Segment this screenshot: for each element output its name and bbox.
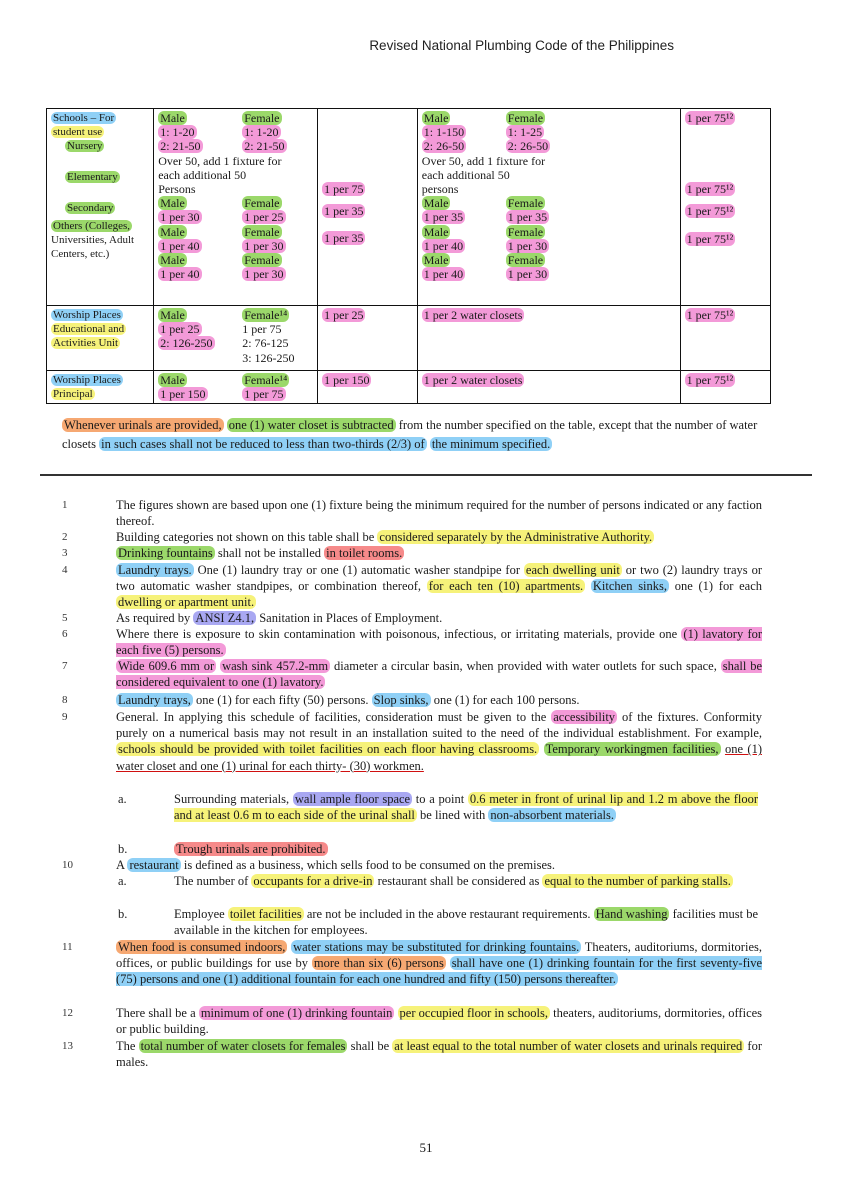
value: 1 per 35: [324, 231, 364, 246]
footnote-text: There shall be a: [116, 1006, 196, 1020]
table-row-worship-principal: [47, 371, 771, 404]
footnote-text: toilet facilities: [229, 907, 302, 921]
value: 1: 1-20: [160, 125, 195, 140]
value: 1 per 75: [244, 387, 284, 402]
value: 1 per 75: [324, 182, 364, 196]
footnote-text: Employee: [174, 907, 225, 921]
value: 2: 26-50: [507, 139, 549, 154]
female-label: Female: [244, 111, 280, 125]
value: Over 50, add 1 fixture for: [158, 153, 282, 168]
footnote-text: General. In applying this schedule of facilities, consideration must be given to the: [116, 710, 547, 724]
value: 1 per 35: [423, 210, 464, 225]
footnote-text: 0.6 meter in front of urinal lip and 1.2 m above the floor and at least 0.6 m to each side of the urinal shall: [174, 792, 758, 823]
male-label: Male: [160, 308, 185, 322]
footnote-marker: 10: [62, 859, 73, 871]
footnote-12: [62, 1005, 762, 1037]
footnote-text: Sanitation in Places of Employment.: [259, 611, 443, 625]
value: 1 per 25: [160, 322, 200, 337]
footnote-text: Where there is exposure to skin contamination with poisonous, infectious, or irritating materials, provide one: [116, 627, 678, 641]
footnote-text: total number of water closets for females: [140, 1039, 346, 1053]
footnote-text: Surrounding materials,: [174, 792, 290, 806]
category-cell: [47, 306, 154, 371]
footnote-text: restaurant shall be considered as: [377, 874, 540, 888]
male-label: Male: [160, 224, 185, 239]
footnote-4: [62, 562, 762, 611]
value: 1 per 30: [244, 238, 284, 253]
value: 1 per 25: [244, 210, 284, 225]
female-label: Female¹⁴: [244, 373, 288, 387]
value: 1: 1-25: [507, 125, 543, 140]
value: 1 per 75¹²: [686, 182, 734, 197]
value: Persons: [158, 182, 196, 197]
value: 1: 1-20: [244, 125, 279, 140]
footnote-10a: [118, 873, 758, 889]
footnote-13: [62, 1038, 762, 1070]
category-cell: [47, 109, 154, 306]
category-cell: [47, 371, 154, 404]
value: 1 per 150: [160, 387, 206, 402]
note-text: the minimum specified.: [431, 437, 551, 451]
footnote-text: One (1) laundry tray or one (1) automatic washer standpipe for: [197, 563, 520, 577]
cat-label: student use: [53, 126, 103, 138]
value: 1 per 35: [324, 204, 364, 219]
lavatory-cell: [417, 371, 680, 404]
female-label: Female: [244, 196, 280, 211]
footnote-text: Laundry trays.: [118, 563, 192, 577]
footnote-text: are not be included in the above restaurant requirements.: [306, 907, 591, 921]
footnote-text: at least equal to the total number of water closets and urinals required: [394, 1039, 743, 1053]
footnote-text: Temporary workingmen facilities,: [545, 742, 719, 757]
footnote-text: shall be considered equivalent to one (1) lavatory.: [116, 659, 763, 690]
footnote-7: [62, 658, 762, 690]
footnote-text: of the fixtures. Conformity purely on a numerical basis may not result in an installation suited to the need of the individual establishment. For example,: [116, 710, 763, 741]
value: 1 per 75¹²: [686, 111, 734, 125]
footnote-3: [62, 545, 762, 561]
footnote-marker: b.: [118, 907, 128, 921]
value: 1 per 30: [244, 267, 284, 282]
footnote-text: considered separately by the Administrative Authority.: [379, 530, 653, 544]
urinal-cell: [318, 109, 418, 306]
footnote-text: The number of: [174, 874, 249, 888]
note-text: one (1) water closet is subtracted: [228, 418, 394, 432]
value: persons: [421, 182, 459, 197]
footnote-text: one (1) for each 100 persons.: [433, 693, 580, 707]
footnote-text: minimum of one (1) drinking fountain: [200, 1006, 393, 1020]
note-text: Whenever urinals are provided,: [64, 418, 222, 432]
footnote-text: shall have one (1) drinking fountain for the first seventy-five (75) persons and one (1) additional fountain for each one hundred and fifty (150) persons thereafter.: [116, 956, 762, 987]
note-text: from the number specified on the table,: [398, 418, 596, 432]
footnote-marker: 9: [62, 711, 68, 723]
footnote-text: schools should be provided with toilet facilities on each floor having classrooms.: [118, 742, 538, 757]
footnote-text: Building categories not shown on this table shall be: [116, 530, 375, 544]
value: 1 per 40: [160, 267, 200, 282]
table-row-worship-educational: [47, 306, 771, 371]
male-label: Male: [160, 196, 185, 211]
footnote-text: A: [116, 858, 125, 872]
cat-label: Worship Places: [53, 374, 121, 386]
male-label: Male: [160, 373, 185, 387]
footnote-text: per occupied floor in schools,: [399, 1006, 548, 1020]
value: 1 per 75: [242, 322, 282, 337]
value: 1 per 40: [423, 238, 464, 253]
footnote-marker: 2: [62, 531, 68, 543]
value: 1 per 75¹²: [686, 308, 734, 322]
footnote-text: shall not be installed: [217, 546, 322, 560]
footnote-9b: [118, 841, 758, 857]
footnote-text: equal to the number of parking stalls.: [544, 874, 731, 888]
footnote-marker: 1: [62, 499, 68, 511]
footnote-text: is defined as a business, which sells food to be consumed on the premises.: [183, 858, 555, 872]
value: 1 per 30: [160, 210, 200, 225]
divider: [40, 474, 812, 476]
footnote-8: [62, 692, 762, 708]
value: 1 per 150: [324, 373, 370, 387]
drinking-fountain-cell: [680, 109, 770, 306]
note-text: in such cases shall not be reduced to less than two-thirds (2/3) of: [101, 437, 425, 451]
footnote-marker: 8: [62, 694, 68, 706]
footnote-1: [62, 497, 762, 529]
value: 1 per 2 water closets: [423, 308, 523, 322]
cat-label: Secondary: [67, 202, 114, 214]
cat-label: Others (Colleges,: [53, 220, 130, 232]
value: each additional 50: [421, 167, 510, 182]
male-label: Male: [423, 224, 449, 239]
footnote-marker: 6: [62, 628, 68, 640]
footnote-marker: 5: [62, 612, 68, 624]
cat-label: Principal: [53, 388, 93, 400]
value: 2: 126-250: [160, 336, 213, 351]
value: Over 50, add 1 fixture for: [421, 153, 546, 168]
water-closet-cell: [154, 371, 318, 404]
footnote-6: [62, 626, 762, 658]
male-label: Male: [160, 111, 185, 125]
footnote-text: Laundry trays,: [118, 693, 191, 707]
value: 1 per 75¹²: [686, 373, 734, 387]
urinal-cell: [318, 306, 418, 371]
footnote-marker: 4: [62, 564, 68, 576]
footnote-text: water stations may be substituted for drinking fountains.: [293, 940, 580, 954]
footnote-text: accessibility: [553, 710, 616, 724]
cat-label: Worship Places: [53, 309, 121, 321]
cat-label: Educational and: [53, 323, 125, 335]
footnote-text: in toilet rooms.: [326, 546, 403, 560]
footnote-text: Drinking fountains: [118, 546, 213, 560]
footnote-text: or two (2) laundry trays or two automatic washer standpipes, or combination thereof,: [116, 563, 762, 594]
female-label: Female: [507, 224, 544, 239]
footnote-text: wash sink 457.2-mm: [222, 659, 329, 673]
female-label: Female¹⁴: [244, 308, 288, 322]
footnote-text: Kitchen sinks,: [592, 579, 668, 594]
footnote-text: (1) lavatory for each five (5) persons.: [116, 627, 763, 658]
value: 2: 76-125: [242, 336, 289, 351]
footnote-text: diameter a circular basin, when provided with water outlets for such space,: [334, 659, 717, 673]
footnote-text: restaurant: [129, 858, 179, 872]
cat-label: Centers, etc.): [51, 248, 110, 260]
female-label: Female: [244, 253, 280, 268]
footnote-10b: [118, 906, 758, 938]
footnote-text: be lined with: [420, 808, 486, 823]
male-label: Male: [423, 253, 449, 268]
water-closet-cell: [154, 306, 318, 371]
value: 1 per 75¹²: [686, 231, 734, 246]
value: 1 per 35: [507, 210, 548, 225]
table-row-schools: [47, 109, 771, 306]
value: 1 per 40: [423, 267, 464, 282]
note-text: that the number of water closets: [62, 418, 758, 451]
female-label: Female: [507, 253, 544, 268]
footnote-text: for each ten (10) apartments.: [428, 579, 584, 594]
drinking-fountain-cell: [680, 306, 770, 371]
male-label: Male: [160, 253, 185, 268]
footnote-marker: a.: [118, 792, 127, 806]
value: 1 per 30: [507, 267, 548, 282]
footnote-text: Trough urinals are prohibited.: [176, 842, 326, 856]
footnote-text: one (1) for each: [674, 579, 762, 594]
page-header: Revised National Plumbing Code of the Philippines: [369, 38, 674, 53]
female-label: Female: [244, 224, 280, 239]
table-note: [62, 416, 762, 454]
footnote-text: The figures shown are based upon one (1) fixture being the minimum required for the number of persons indicated or any faction thereof.: [116, 498, 762, 529]
footnote-text: wall ample floor space: [294, 792, 411, 806]
page-number: 51: [419, 1140, 433, 1155]
cat-label: Elementary: [67, 171, 118, 183]
footnote-text: to a point: [415, 792, 465, 806]
value: 1 per 2 water closets: [423, 373, 523, 387]
footnote-marker: 12: [62, 1007, 73, 1019]
lavatory-cell: [417, 109, 680, 306]
footnote-9: [62, 709, 762, 774]
value: 2: 26-50: [423, 139, 465, 154]
footnote-marker: 3: [62, 547, 68, 559]
footnote-marker: 13: [62, 1040, 73, 1052]
footnote-text: one (1) water closet and one (1) urinal for each thirty- (30) workmen.: [116, 742, 762, 773]
value: 3: 126-250: [242, 350, 295, 365]
male-label: Male: [423, 196, 449, 211]
water-closet-cell: [154, 109, 318, 306]
footnote-text: theaters, auditoriums, dormitories, offices or public building.: [116, 1006, 763, 1037]
value: each additional 50: [158, 167, 247, 182]
footnote-text: Theaters, auditoriums, dormitories, offices, or public buildings for use by: [116, 940, 762, 971]
footnote-9a: [118, 791, 758, 823]
footnote-marker: b.: [118, 842, 128, 856]
footnote-text: shall be: [350, 1039, 390, 1053]
fixture-table: [46, 108, 771, 404]
footnote-text: Wide 609.6 mm or: [118, 659, 215, 673]
footnote-text: dwelling or apartment unit.: [118, 595, 255, 610]
footnote-text: more than six (6) persons: [313, 956, 444, 971]
footnote-text: Slop sinks,: [373, 693, 429, 707]
female-label: Female: [507, 111, 544, 125]
male-label: Male: [423, 111, 449, 125]
footnote-text: As required by: [116, 611, 191, 625]
footnote-marker: 7: [62, 660, 68, 672]
footnote-text: for males.: [116, 1039, 762, 1070]
note-text: except: [598, 418, 632, 432]
footnote-5: [62, 610, 762, 626]
value: 2: 21-50: [160, 139, 201, 154]
lavatory-cell: [417, 306, 680, 371]
footnote-marker: 11: [62, 941, 73, 953]
footnote-marker: a.: [118, 874, 127, 888]
value: 2: 21-50: [244, 139, 285, 154]
footnote-text: When food is consumed indoors,: [118, 940, 286, 954]
female-label: Female: [507, 196, 544, 211]
footnote-2: [62, 529, 762, 545]
footnote-text: Hand washing: [595, 907, 668, 921]
urinal-cell: [318, 371, 418, 404]
footnote-text: each dwelling unit: [525, 563, 620, 577]
footnote-text: The: [116, 1039, 136, 1053]
cat-label: Universities, Adult: [51, 234, 135, 246]
value: 1 per 30: [507, 238, 548, 253]
footnote-text: facilities must be available in the kitchen for employees.: [174, 907, 759, 938]
value: 1 per 40: [160, 238, 200, 253]
value: 1: 1-150: [423, 125, 465, 140]
cat-label: Schools – For: [53, 112, 115, 124]
cat-label: Nursery: [67, 140, 103, 152]
footnote-text: ANSI Z4.1,: [195, 611, 255, 625]
footnote-text: occupants for a drive-in: [253, 874, 373, 888]
cat-label: Activities Unit: [53, 337, 119, 349]
value: 1 per 25: [324, 308, 364, 322]
drinking-fountain-cell: [680, 371, 770, 404]
footnote-10: [62, 857, 762, 873]
value: 1 per 75¹²: [686, 204, 734, 219]
footnote-text: one (1) for each fifty (50) persons.: [196, 693, 369, 707]
footnote-text: non-absorbent materials.: [490, 808, 614, 823]
footnote-11: [62, 939, 762, 988]
